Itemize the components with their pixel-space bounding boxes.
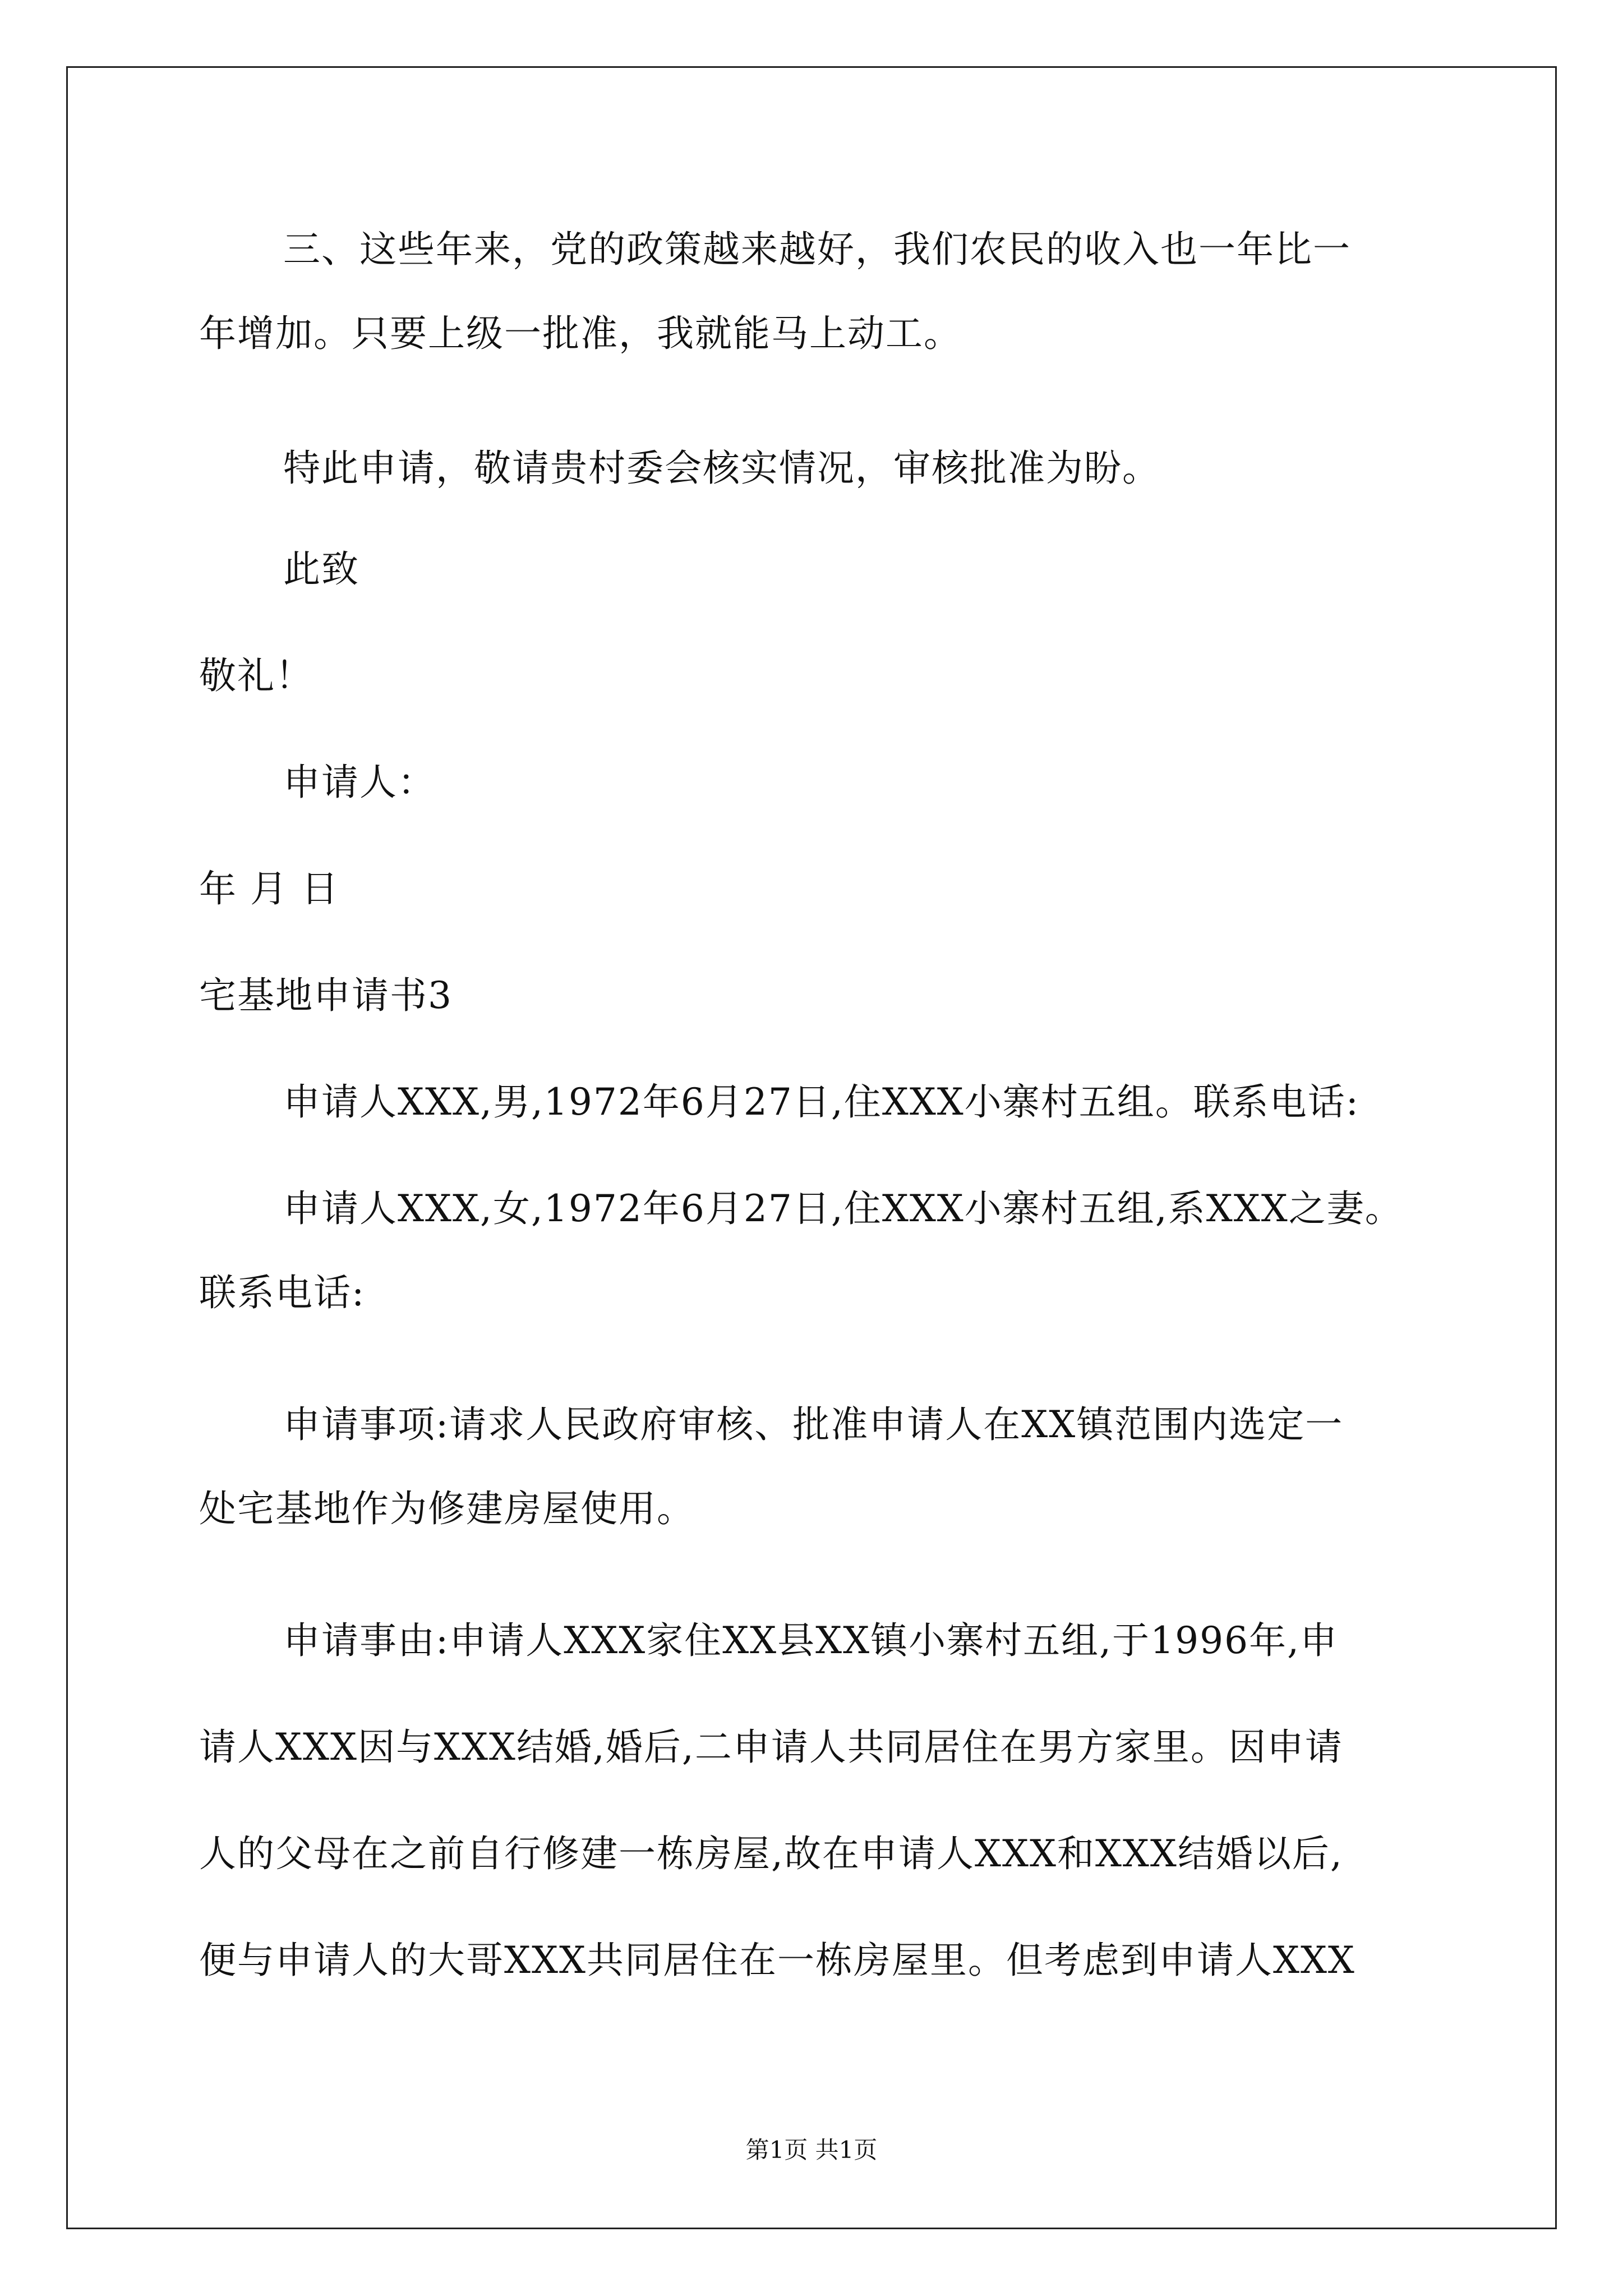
section-title: 宅基地申请书3 [199,974,453,1017]
date-line: 年 月 日 [199,867,339,910]
closing-regards: 敬礼！ [199,654,313,697]
paragraph-line: 处宅基地作为修建房屋使用。 [199,1487,695,1530]
paragraph-line: 联系电话: [199,1271,366,1314]
paragraph-line: 三、这些年来，党的政策越来越好，我们农民的收入也一年比一 [283,228,1351,271]
paragraph-line: 年增加。只要上级一批准，我就能马上动工。 [199,312,962,355]
paragraph-line: 请人XXX因与XXX结婚,婚后,二申请人共同居住在男方家里。因申请 [199,1726,1343,1769]
paragraph-line: 便与申请人的大哥XXX共同居住在一栋房屋里。但考虑到申请人XXX [199,1939,1355,1982]
paragraph-line: 申请人XXX,男,1972年6月27日,住XXX小寨村五组。联系电话: [283,1080,1360,1124]
paragraph-line: 人的父母在之前自行修建一栋房屋,故在申请人XXX和XXX结婚以后, [199,1832,1343,1875]
paragraph-line: 特此申请，敬请贵村委会核实情况，审核批准为盼。 [283,447,1160,490]
page-number-footer: 第1页 共1页 [745,2136,878,2164]
closing-salutation: 此致 [283,547,359,591]
paragraph-line: 申请人XXX,女,1972年6月27日,住XXX小寨村五组,系XXX之妻。 [283,1187,1403,1230]
applicant-signature-label: 申请人： [283,761,436,804]
page-border [66,66,1557,2229]
paragraph-line: 申请事项:请求人民政府审核、批准申请人在XX镇范围内选定一 [283,1403,1344,1446]
paragraph-line: 申请事由:申请人XXX家住XX县XX镇小寨村五组,于1996年,申 [283,1619,1339,1662]
